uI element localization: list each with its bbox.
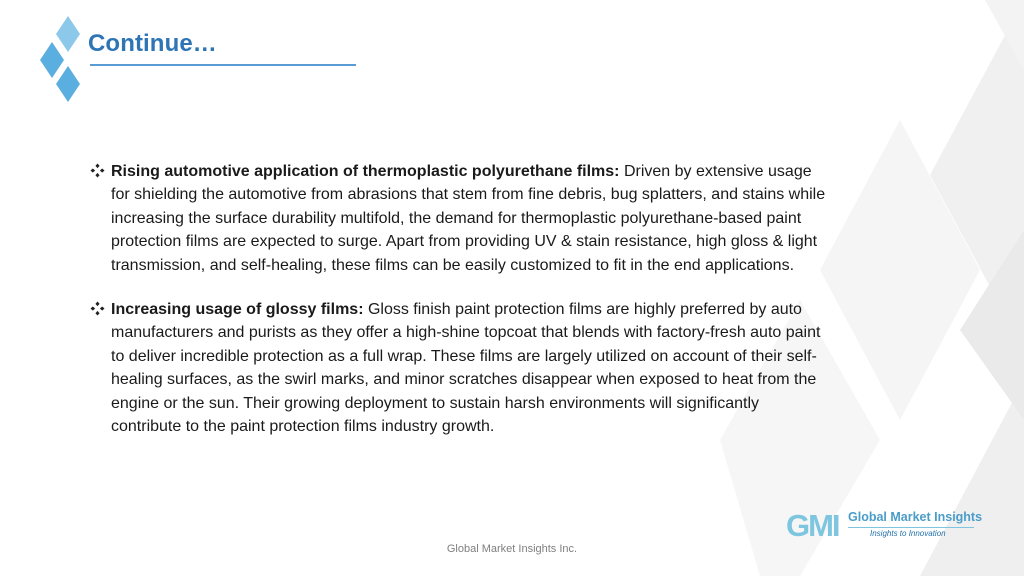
gmi-logo-letters: GMI	[786, 508, 839, 543]
bullet-list	[90, 160, 830, 438]
gmi-logo-tagline: Insights to Innovation	[870, 529, 946, 538]
diamond-bullet-icon	[90, 163, 105, 178]
diamond-bullet-icon	[90, 301, 105, 316]
bullet-item	[90, 298, 830, 438]
gmi-logo	[786, 506, 983, 546]
bullet-item	[90, 160, 830, 277]
bullet-text: Driven by extensive usage for shielding the automotive from abrasions that stem from fine debris, bug splatters, and stains while increasing the surface durability multifold, the demand for thermoplastic polyurethane-based paint protection films are expected to surge. Apart from providing UV & stain resistance, high gloss & light transmission, and self-healing, these films can be easily customized to fit in the end applications.	[111, 163, 826, 274]
bullet-heading: Rising automotive application of thermoplastic polyurethane films:	[111, 163, 620, 180]
footer-text: Global Market Insights Inc.	[446, 543, 578, 555]
bullet-heading: Increasing usage of glossy films:	[111, 301, 364, 319]
bullet-text: Gloss finish paint protection films are highly preferred by auto manufacturers and purists as they offer a high-shine topcoat that blends with factory-fresh auto paint to deliver incredible protection as a full wrap. These films are largely utilized on account of their self-healing surfaces, as the swirl marks, and minor scratches disappear when exposed to heat from the engine or the sun. Their growing deployment to sustain harsh environments will significantly contribute to the paint protection films industry growth.	[111, 301, 821, 436]
page-title: Continue…	[88, 30, 217, 57]
title-diamond-ornament	[38, 16, 88, 108]
title-underline	[90, 64, 356, 66]
gmi-logo-name: Global Market Insights	[848, 510, 983, 524]
gmi-logo-divider	[848, 527, 974, 528]
